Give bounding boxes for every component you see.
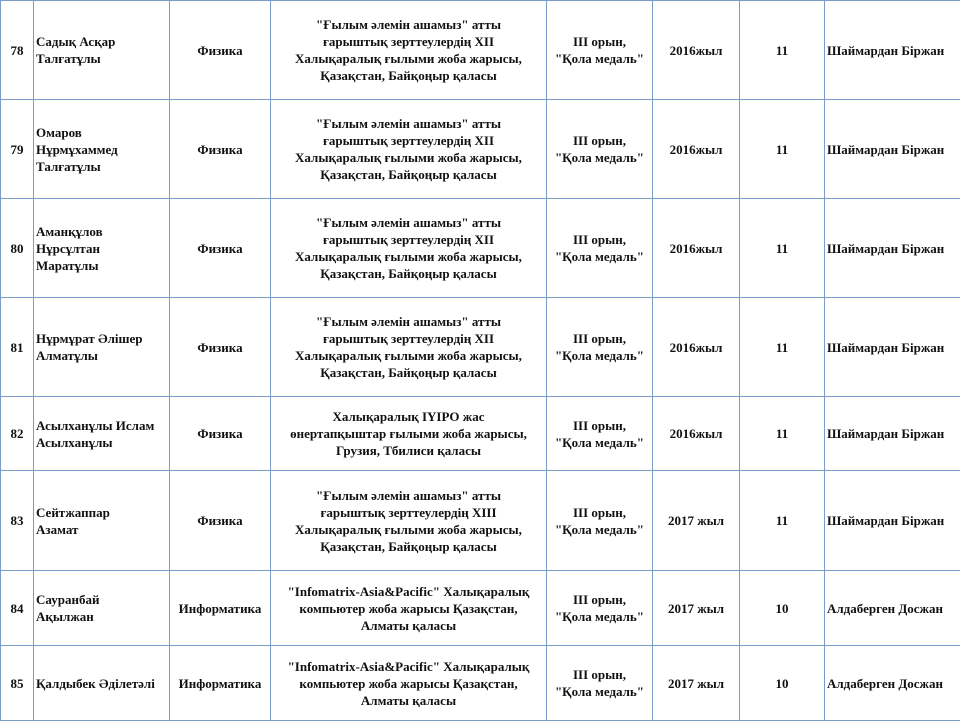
grade-cell: 10 xyxy=(740,646,825,721)
event-cell-line: "Infomatrix-Asia&Pacific" Халықаралық xyxy=(273,583,544,600)
subject-cell: Физика xyxy=(170,397,271,471)
student-name-cell xyxy=(34,298,170,397)
place-cell xyxy=(547,471,653,571)
event-cell-line: өнертапқыштар ғылыми жоба жарысы, xyxy=(273,425,544,442)
table-body xyxy=(1,1,960,721)
student-name-cell-line: Талғатұлы xyxy=(36,158,167,175)
subject-cell: Информатика xyxy=(170,571,271,646)
teacher-cell: Шаймардан Біржан xyxy=(825,471,960,571)
table-row xyxy=(1,1,960,100)
place-cell-line: "Қола медаль" xyxy=(549,521,650,538)
table-row xyxy=(1,100,960,199)
student-name-cell xyxy=(34,199,170,298)
student-name-cell-line: Асылханұлы xyxy=(36,434,167,451)
student-name-cell-line: Аманқұлов xyxy=(36,223,167,240)
place-cell xyxy=(547,199,653,298)
place-cell-line: III орын, xyxy=(549,666,650,683)
event-cell xyxy=(271,100,547,199)
event-cell-line: "Infomatrix-Asia&Pacific" Халықаралық xyxy=(273,658,544,675)
place-cell-line: "Қола медаль" xyxy=(549,50,650,67)
event-cell-line: Халықаралық ғылыми жоба жарысы, xyxy=(273,347,544,364)
table-row xyxy=(1,646,960,721)
event-cell-line: Халықаралық ғылыми жоба жарысы, xyxy=(273,149,544,166)
place-cell-line: "Қола медаль" xyxy=(549,347,650,364)
event-cell-line: "Ғылым әлемін ашамыз" атты xyxy=(273,115,544,132)
place-cell-line: "Қола медаль" xyxy=(549,683,650,700)
event-cell-line: компьютер жоба жарысы Қазақстан, xyxy=(273,600,544,617)
teacher-cell: Шаймардан Біржан xyxy=(825,298,960,397)
year-cell: 2017 жыл xyxy=(653,571,740,646)
event-cell-line: ғарыштық зерттеулердің XII xyxy=(273,132,544,149)
event-cell-line: ғарыштық зерттеулердің XII xyxy=(273,330,544,347)
event-cell-line: "Ғылым әлемін ашамыз" атты xyxy=(273,487,544,504)
event-cell xyxy=(271,199,547,298)
student-name-cell xyxy=(34,100,170,199)
event-cell-line: "Ғылым әлемін ашамыз" атты xyxy=(273,313,544,330)
student-name-cell-line: Азамат xyxy=(36,521,167,538)
row-number-cell: 84 xyxy=(1,571,34,646)
row-number-cell: 78 xyxy=(1,1,34,100)
event-cell-line: компьютер жоба жарысы Қазақстан, xyxy=(273,675,544,692)
place-cell xyxy=(547,397,653,471)
event-cell-line: "Ғылым әлемін ашамыз" атты xyxy=(273,16,544,33)
table-row xyxy=(1,471,960,571)
event-cell xyxy=(271,1,547,100)
place-cell-line: "Қола медаль" xyxy=(549,149,650,166)
subject-cell: Физика xyxy=(170,199,271,298)
year-cell: 2016жыл xyxy=(653,298,740,397)
student-name-cell-line: Садық Асқар xyxy=(36,33,167,50)
student-name-cell-line: Талғатұлы xyxy=(36,50,167,67)
event-cell-line: Халықаралық ғылыми жоба жарысы, xyxy=(273,521,544,538)
place-cell-line: "Қола медаль" xyxy=(549,608,650,625)
event-cell xyxy=(271,471,547,571)
event-cell-line: Алматы қаласы xyxy=(273,692,544,709)
student-name-cell-line: Сейтжаппар xyxy=(36,504,167,521)
grade-cell: 11 xyxy=(740,1,825,100)
place-cell xyxy=(547,298,653,397)
grade-cell: 11 xyxy=(740,298,825,397)
event-cell-line: Халықаралық IYIPO жас xyxy=(273,408,544,425)
place-cell-line: III орын, xyxy=(549,33,650,50)
table-row xyxy=(1,571,960,646)
table-row xyxy=(1,199,960,298)
event-cell-line: Қазақстан, Байқоңыр қаласы xyxy=(273,67,544,84)
place-cell-line: III орын, xyxy=(549,504,650,521)
year-cell: 2017 жыл xyxy=(653,471,740,571)
student-name-cell-line: Алматұлы xyxy=(36,347,167,364)
student-name-cell xyxy=(34,571,170,646)
teacher-cell: Шаймардан Біржан xyxy=(825,397,960,471)
student-name-cell xyxy=(34,471,170,571)
table-row xyxy=(1,397,960,471)
year-cell: 2016жыл xyxy=(653,100,740,199)
teacher-cell: Алдаберген Досжан xyxy=(825,646,960,721)
event-cell-line: Халықаралық ғылыми жоба жарысы, xyxy=(273,50,544,67)
student-name-cell-line: Асылханұлы Ислам xyxy=(36,417,167,434)
row-number-cell: 83 xyxy=(1,471,34,571)
year-cell: 2017 жыл xyxy=(653,646,740,721)
teacher-cell: Алдаберген Досжан xyxy=(825,571,960,646)
teacher-cell: Шаймардан Біржан xyxy=(825,199,960,298)
place-cell xyxy=(547,646,653,721)
event-cell xyxy=(271,298,547,397)
student-name-cell xyxy=(34,646,170,721)
student-name-cell-line: Нұрсұлтан xyxy=(36,240,167,257)
grade-cell: 11 xyxy=(740,100,825,199)
teacher-cell: Шаймардан Біржан xyxy=(825,1,960,100)
table-row xyxy=(1,298,960,397)
event-cell-line: Қазақстан, Байқоңыр қаласы xyxy=(273,166,544,183)
grade-cell: 11 xyxy=(740,199,825,298)
event-cell-line: Қазақстан, Байқоңыр қаласы xyxy=(273,265,544,282)
place-cell-line: III орын, xyxy=(549,231,650,248)
event-cell xyxy=(271,571,547,646)
place-cell-line: III орын, xyxy=(549,417,650,434)
place-cell-line: "Қола медаль" xyxy=(549,248,650,265)
event-cell-line: ғарыштық зерттеулердің XII xyxy=(273,231,544,248)
row-number-cell: 82 xyxy=(1,397,34,471)
row-number-cell: 81 xyxy=(1,298,34,397)
event-cell-line: ғарыштық зерттеулердің XII xyxy=(273,33,544,50)
student-name-cell-line: Нұрмұхаммед xyxy=(36,141,167,158)
place-cell-line: III орын, xyxy=(549,591,650,608)
student-name-cell-line: Сауранбай xyxy=(36,591,167,608)
row-number-cell: 80 xyxy=(1,199,34,298)
event-cell-line: Грузия, Тбилиси қаласы xyxy=(273,442,544,459)
grade-cell: 11 xyxy=(740,397,825,471)
subject-cell: Физика xyxy=(170,471,271,571)
event-cell-line: Қазақстан, Байқоңыр қаласы xyxy=(273,538,544,555)
grade-cell: 11 xyxy=(740,471,825,571)
student-name-cell-line: Қалдыбек Әділетәлі xyxy=(36,675,167,692)
place-cell xyxy=(547,100,653,199)
event-cell-line: Алматы қаласы xyxy=(273,617,544,634)
subject-cell: Физика xyxy=(170,1,271,100)
subject-cell: Информатика xyxy=(170,646,271,721)
student-name-cell-line: Нұрмұрат Әлішер xyxy=(36,330,167,347)
student-name-cell xyxy=(34,397,170,471)
year-cell: 2016жыл xyxy=(653,397,740,471)
year-cell: 2016жыл xyxy=(653,199,740,298)
year-cell: 2016жыл xyxy=(653,1,740,100)
place-cell-line: III орын, xyxy=(549,132,650,149)
place-cell-line: "Қола медаль" xyxy=(549,434,650,451)
place-cell-line: III орын, xyxy=(549,330,650,347)
row-number-cell: 85 xyxy=(1,646,34,721)
teacher-cell: Шаймардан Біржан xyxy=(825,100,960,199)
grade-cell: 10 xyxy=(740,571,825,646)
event-cell-line: Халықаралық ғылыми жоба жарысы, xyxy=(273,248,544,265)
event-cell-line: ғарыштық зерттеулердің XIII xyxy=(273,504,544,521)
place-cell xyxy=(547,1,653,100)
event-cell-line: Қазақстан, Байқоңыр қаласы xyxy=(273,364,544,381)
student-name-cell-line: Омаров xyxy=(36,124,167,141)
subject-cell: Физика xyxy=(170,100,271,199)
student-name-cell-line: Маратұлы xyxy=(36,257,167,274)
event-cell xyxy=(271,646,547,721)
event-cell xyxy=(271,397,547,471)
place-cell xyxy=(547,571,653,646)
student-name-cell-line: Ақылжан xyxy=(36,608,167,625)
row-number-cell: 79 xyxy=(1,100,34,199)
student-name-cell xyxy=(34,1,170,100)
subject-cell: Физика xyxy=(170,298,271,397)
event-cell-line: "Ғылым әлемін ашамыз" атты xyxy=(273,214,544,231)
